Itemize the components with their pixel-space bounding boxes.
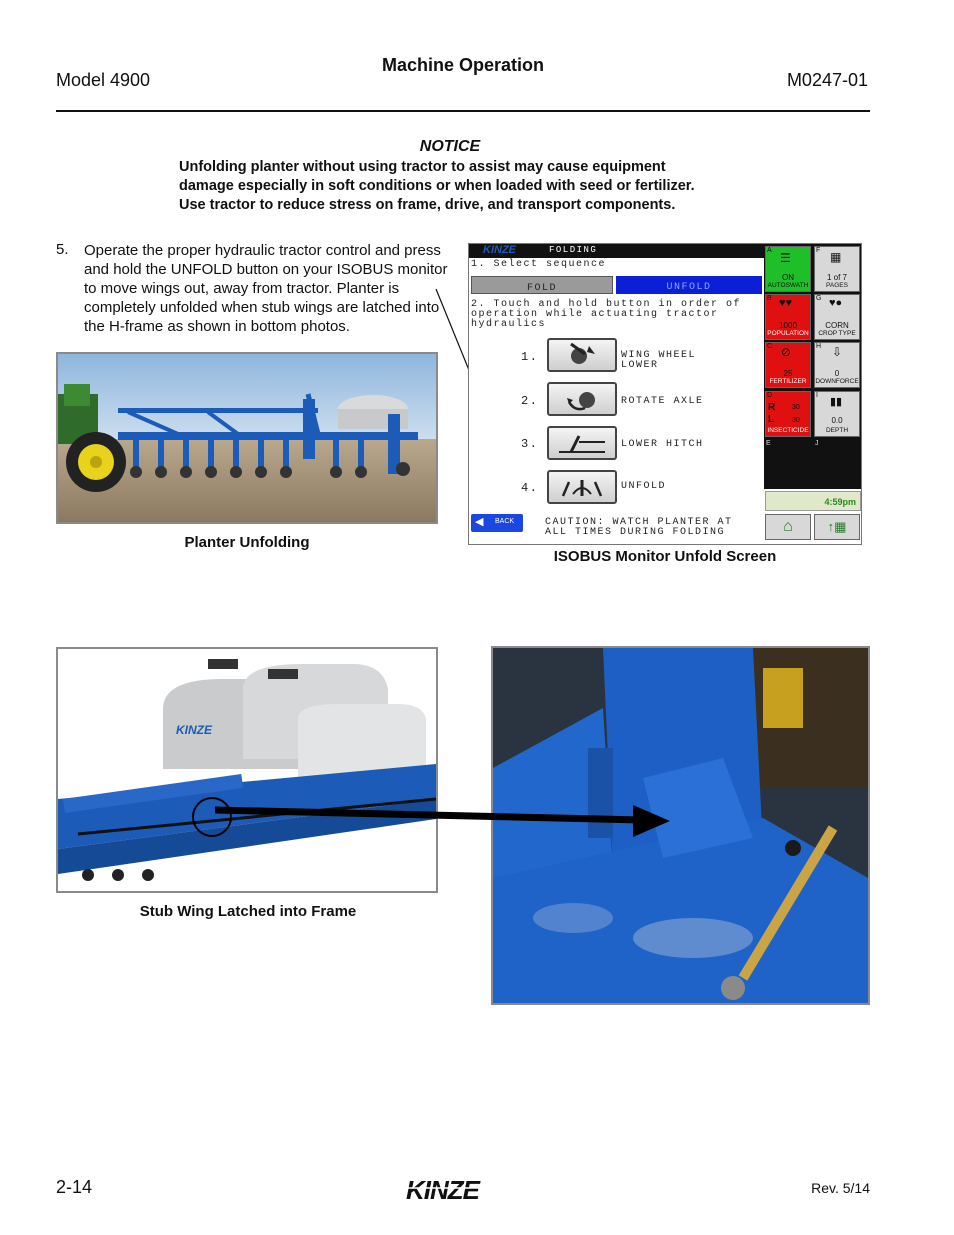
stub-wing-photo xyxy=(56,647,438,893)
caption-planter-unfolding: Planter Unfolding xyxy=(184,534,310,551)
section-title: Machine Operation xyxy=(381,55,545,75)
monitor-line1: 1. Select sequence xyxy=(471,259,607,270)
crop-icon: ♥● xyxy=(829,297,843,309)
connecting-arrow xyxy=(215,795,685,845)
monitor-line2b: operation while actuating tractor xyxy=(471,309,719,320)
monitor-line2a: 2. Touch and hold button in order of xyxy=(471,299,742,310)
monitor-brand: KINZE xyxy=(483,244,516,256)
tile-j-letter: J xyxy=(815,440,819,447)
tile-autoswath[interactable]: A ☰ ON AUTOSWATH xyxy=(765,246,811,292)
monitor-line2c: hydraulics xyxy=(471,319,547,330)
fertilizer-icon: ⊘ xyxy=(781,345,792,359)
tile-population[interactable]: B ♥♥ 1000 POPULATION xyxy=(765,294,811,340)
home-button[interactable] xyxy=(765,514,811,540)
autoswath-icon: ☰ xyxy=(780,251,791,265)
step3-label1: LOWER HITCH xyxy=(621,439,704,450)
caption-stub-wing: Stub Wing Latched into Frame xyxy=(139,903,357,920)
back-arrow-icon: ◀ xyxy=(475,516,484,528)
step4-label1: UNFOLD xyxy=(621,481,667,492)
step-text: Operate the proper hydraulic tractor control and press and hold the UNFOLD button on your ISOBUS monitor to move wings out, away from tractor. Planter is completely unfolded when stub wings are latched into the H-frame as shown in bottom photos. xyxy=(84,242,448,335)
tile-e-letter: E xyxy=(766,440,771,447)
step-number: 5. xyxy=(56,241,69,258)
tile-pages[interactable]: F ▦ 1 of 7 PAGES xyxy=(814,246,860,292)
unfold-step-button[interactable] xyxy=(547,470,617,504)
wing-wheel-icon xyxy=(549,340,615,370)
kinze-logo xyxy=(404,1176,524,1204)
pages-icon: ▦ xyxy=(830,250,842,264)
back-button[interactable]: ◀ BACK xyxy=(471,514,523,532)
step1-label2: LOWER xyxy=(621,360,659,371)
stub-wing-illustration xyxy=(58,649,436,891)
tile-depth[interactable]: I ▮▮ 0.0 DEPTH xyxy=(814,391,860,437)
unfold-button[interactable]: UNFOLD xyxy=(616,276,762,294)
kinze-logo-mark xyxy=(404,1176,524,1204)
fold-button[interactable]: FOLD xyxy=(471,276,613,294)
tile-fertilizer[interactable]: C ⊘ 25 FERTILIZER xyxy=(765,342,811,388)
svg-text:KINZE: KINZE xyxy=(176,723,212,737)
planter-unfolding-photo xyxy=(56,352,438,524)
tile-crop-type[interactable]: G ♥● CORN CROP TYPE xyxy=(814,294,860,340)
step1-label1: WING WHEEL xyxy=(621,350,697,361)
step2-label1: ROTATE AXLE xyxy=(621,396,704,407)
depth-icon: ▮▮ xyxy=(830,396,843,408)
notice-body: Unfolding planter without using tractor to assist may cause equipment damage especially in soft conditions or when loaded with seed or fertilizer. Use tractor to reduce stress on frame, drive, and transport components. xyxy=(179,159,695,213)
tile-insecticide[interactable]: D R 30 L 30 INSECTICIDE xyxy=(765,391,811,437)
notice-title: NOTICE xyxy=(419,138,481,155)
downforce-icon: ⇩ xyxy=(832,345,843,359)
seed-icon: ♥♥ xyxy=(779,297,793,309)
caution-line1: CAUTION: WATCH PLANTER AT xyxy=(545,517,733,528)
planter-unfolding-illustration xyxy=(58,354,436,522)
lower-hitch-button[interactable] xyxy=(547,426,617,460)
svg-text:KINZE: KINZE xyxy=(406,1176,479,1204)
caution-line2: ALL TIMES DURING FOLDING xyxy=(545,527,726,538)
clock-display: 4:59pm xyxy=(765,491,861,511)
step2-num: 2. xyxy=(521,394,539,408)
page-number: 2-14 xyxy=(56,1177,93,1197)
doc-number: M0247-01 xyxy=(786,70,868,90)
step1-num: 1. xyxy=(521,350,539,364)
header-rule xyxy=(56,110,870,112)
menu-button[interactable] xyxy=(814,514,860,540)
caption-isobus-screen: ISOBUS Monitor Unfold Screen xyxy=(553,548,777,565)
tile-downforce[interactable]: H ⇩ 0 DOWNFORCE xyxy=(814,342,860,388)
model-label: Model 4900 xyxy=(56,70,151,90)
rotate-axle-button[interactable] xyxy=(547,382,617,416)
home-icon: ⌂ xyxy=(783,518,793,535)
wing-wheel-lower-button[interactable] xyxy=(547,338,617,372)
lower-hitch-icon xyxy=(549,428,615,458)
step4-num: 4. xyxy=(521,481,539,495)
rotate-axle-icon xyxy=(549,384,615,414)
monitor-title-bar xyxy=(469,244,764,258)
isobus-monitor xyxy=(468,243,862,545)
step3-num: 3. xyxy=(521,437,539,451)
menu-grid-icon: ↑▦ xyxy=(827,519,847,534)
revision: Rev. 5/14 xyxy=(811,1180,870,1196)
unfold-wings-icon xyxy=(549,472,615,502)
monitor-screen-title: FOLDING xyxy=(549,245,598,255)
